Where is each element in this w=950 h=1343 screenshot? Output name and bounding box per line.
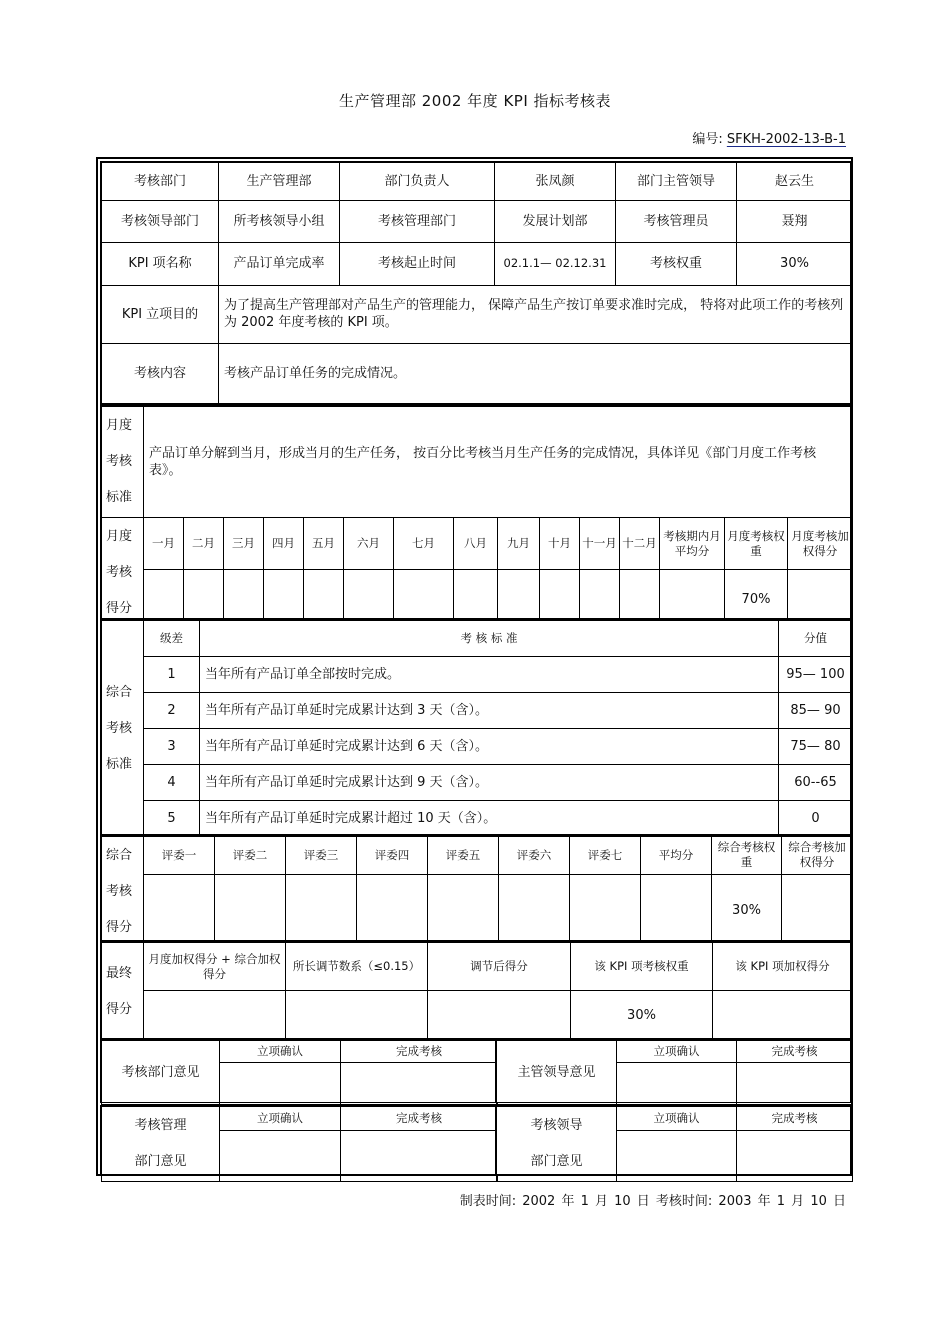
final-score-label-text: 最终得分 [106,965,133,1017]
level-header: 级差 [144,621,200,657]
signature-cell [737,1063,853,1105]
code-label: 编号: [692,132,723,147]
mgmt-opinion-label [102,1107,220,1182]
standard-cell: 当年所有产品订单延时完成累计达到 3 天（含）。 [200,693,779,729]
kpi-weight-value: 30% [571,991,713,1041]
info-label: 考核权重 [616,243,737,285]
info-value: 生产管理部 [219,163,340,201]
info-label: KPI 项名称 [102,243,219,285]
standard-cell: 当年所有产品订单全部按时完成。 [200,657,779,693]
month-header: 六月 [344,518,394,570]
complete-header: 完成考核 [737,1107,853,1131]
leadgroup-opinion-label-2: 部门意见 [530,1154,583,1169]
level-cell: 2 [144,693,200,729]
monthly-score-label-text: 月度考核得分 [106,529,133,616]
leadgroup-opinion-label-1: 考核领导 [530,1118,583,1133]
mgmt-opinion-label-2: 部门意见 [134,1154,187,1169]
final-header: 所长调节数系（≤0.15） [286,943,428,991]
level-cell: 5 [144,801,200,837]
score-cell [641,874,712,947]
weight-header: 月度考核权重 [725,518,788,570]
final-header: 月度加权得分 + 综合加权得分 [144,943,286,991]
score-range-cell: 95— 100 [779,657,853,693]
score-header: 分值 [779,621,853,657]
info-value: 30% [737,243,853,285]
standard-cell: 当年所有产品订单延时完成累计超过 10 天（含）。 [200,801,779,837]
judge-header: 评委一 [144,837,215,875]
overall-score-label-text: 综合考核得分 [106,848,133,935]
info-value: 所考核领导小组 [219,201,340,243]
final-score-label [102,943,144,1041]
score-range-cell: 0 [779,801,853,837]
info-label: 考核管理员 [616,201,737,243]
complete-header: 完成考核 [341,1041,498,1063]
signature-cell [341,1130,498,1181]
standard-cell: 当年所有产品订单延时完成累计达到 6 天（含）。 [200,729,779,765]
judge-header: 评委七 [570,837,641,875]
month-header: 十二月 [620,518,660,570]
info-value: 02.1.1— 02.12.31 [495,243,616,285]
average-header: 考核期内月平均分 [660,518,725,570]
overall-weight-value: 30% [712,874,782,947]
overall-score-block [100,835,851,941]
leadgroup-opinion-block [495,1105,851,1175]
confirm-header: 立项确认 [220,1041,341,1063]
month-header: 二月 [184,518,224,570]
monthly-weight-value: 70% [725,570,788,629]
dept-opinion-label: 考核部门意见 [102,1041,220,1105]
month-header: 三月 [224,518,264,570]
monthly-score-label [102,518,144,629]
month-header: 九月 [498,518,540,570]
code-value: SFKH-2002-13-B-1 [726,132,846,147]
overall-weight-header: 综合考核权重 [712,837,782,875]
mgmt-opinion-label-1: 考核管理 [134,1118,187,1133]
score-cell [286,874,357,947]
signature-cell [737,1130,853,1181]
score-range-cell: 85— 90 [779,693,853,729]
final-header: 调节后得分 [428,943,571,991]
score-cell [428,874,499,947]
info-value: 赵云生 [737,163,853,201]
complete-header: 完成考核 [341,1107,498,1131]
purpose-text: 为了提高生产管理部对产品生产的管理能力， 保障产品生产按订单要求准时完成， 特将对此项工作的考核列为 2002 年度考核的 KPI 项。 [219,285,853,343]
document-code [692,128,846,147]
score-cell [357,874,428,947]
monthly-standard-label-text: 月度考核标准 [106,418,133,505]
score-cell [144,991,286,1041]
score-cell [782,874,853,947]
dept-opinion-block [100,1039,496,1103]
standard-header: 考 核 标 准 [200,621,779,657]
judge-header: 评委二 [215,837,286,875]
score-cell [428,991,571,1041]
month-header: 十一月 [580,518,620,570]
info-value: 聂翔 [737,201,853,243]
average-header: 平均分 [641,837,712,875]
score-cell [286,991,428,1041]
score-range-cell: 75— 80 [779,729,853,765]
month-header: 一月 [144,518,184,570]
content-label: 考核内容 [102,343,219,403]
mgmt-opinion-block [100,1105,496,1175]
monthly-block [100,405,851,619]
info-value: 发展计划部 [495,201,616,243]
score-cell [215,874,286,947]
final-score-block [100,941,851,1039]
signature-cell [617,1063,737,1105]
standard-cell: 当年所有产品订单延时完成累计达到 9 天（含）。 [200,765,779,801]
overall-score-label [102,837,144,948]
info-label: 部门主管领导 [616,163,737,201]
signature-cell [341,1063,498,1105]
level-cell: 3 [144,729,200,765]
overall-weighted-header: 综合考核加权得分 [782,837,853,875]
signature-cell [617,1130,737,1181]
info-value: 产品订单完成率 [219,243,340,285]
overall-standard-block [100,619,851,835]
info-value: 张凤颜 [495,163,616,201]
signature-cell [220,1063,341,1105]
score-cell [499,874,570,947]
month-header: 四月 [264,518,304,570]
score-cell [570,874,641,947]
lead-opinion-label: 主管领导意见 [497,1041,617,1105]
month-header: 十月 [540,518,580,570]
info-label: 考核管理部门 [340,201,495,243]
info-block [100,161,851,405]
judge-header: 评委四 [357,837,428,875]
info-label: 部门负责人 [340,163,495,201]
info-label: 考核部门 [102,163,219,201]
overall-standard-label-text: 综合考核标准 [106,684,133,772]
leadgroup-opinion-label [497,1107,617,1182]
confirm-header: 立项确认 [617,1107,737,1131]
judge-header: 评委五 [428,837,499,875]
judge-header: 评委三 [286,837,357,875]
final-header: 该 KPI 项考核权重 [571,943,713,991]
score-range-cell: 60--65 [779,765,853,801]
info-label: 考核领导部门 [102,201,219,243]
signature-cell [220,1130,341,1181]
month-header: 五月 [304,518,344,570]
score-cell [144,874,215,947]
purpose-label: KPI 立项目的 [102,285,219,343]
confirm-header: 立项确认 [220,1107,341,1131]
info-label: 考核起止时间 [340,243,495,285]
content-text: 考核产品订单任务的完成情况。 [219,343,853,403]
judge-header: 评委六 [499,837,570,875]
level-cell: 4 [144,765,200,801]
monthly-standard-text: 产品订单分解到当月，形成当月的生产任务， 按百分比考核当月生产任务的完成情况，具体详见《部门月度工作考核表》。 [144,407,853,518]
page-title: 生产管理部 2002 年度 KPI 指标考核表 [338,92,612,110]
month-header: 七月 [394,518,454,570]
complete-header: 完成考核 [737,1041,853,1063]
weighted-score-header: 月度考核加权得分 [788,518,853,570]
kpi-sheet [96,157,853,1176]
month-header: 八月 [454,518,498,570]
footer-dates: 制表时间: 2002 年 1 月 10 日 考核时间: 2003 年 1 月 10 日 [459,1194,846,1209]
monthly-standard-label [102,407,144,518]
lead-opinion-block [495,1039,851,1103]
final-header: 该 KPI 项加权得分 [713,943,853,991]
score-cell [713,991,853,1041]
confirm-header: 立项确认 [617,1041,737,1063]
overall-standard-label [102,621,144,837]
level-cell: 1 [144,657,200,693]
